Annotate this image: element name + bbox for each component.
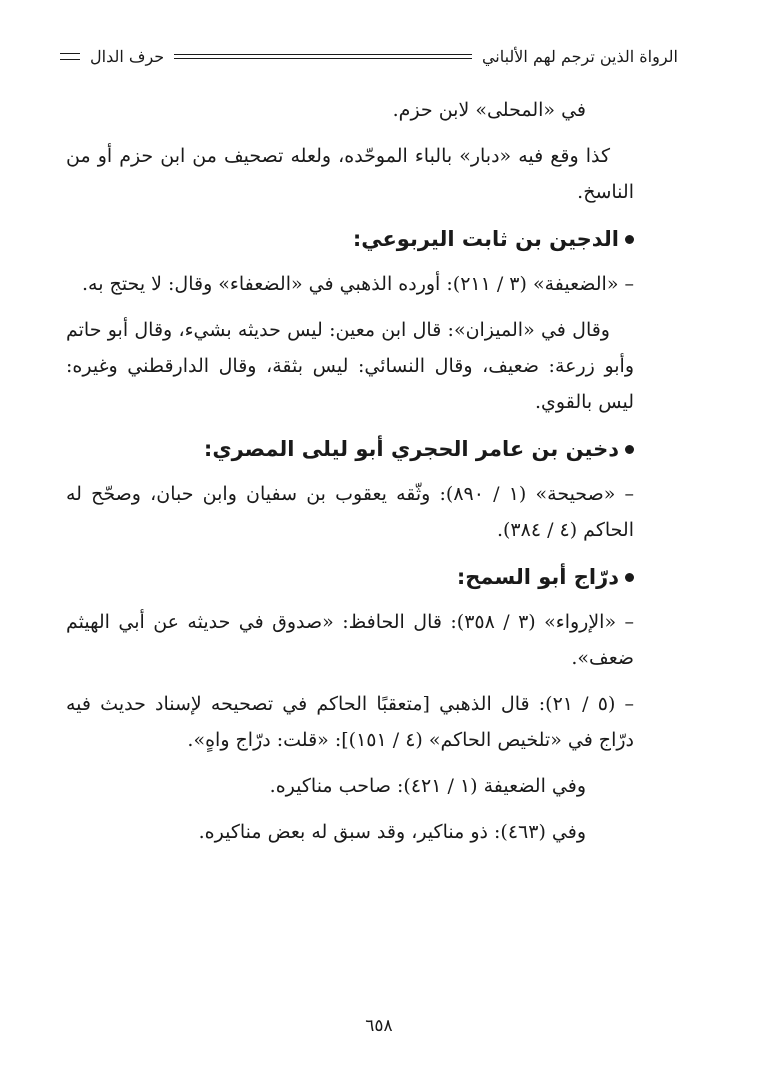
bullet-icon xyxy=(625,235,634,244)
header-rule xyxy=(174,54,472,59)
chapter-mark-icon xyxy=(60,53,80,60)
narrator-entry-heading xyxy=(66,430,634,468)
narrator-entry-heading xyxy=(66,220,634,258)
paragraph: – «الضعيفة» (٣ / ٢١١): أورده الذهبي في «الضعفاء» وقال: لا يحتج به. xyxy=(82,273,634,295)
paragraph: – «صحيحة» (١ / ٨٩٠): وثّقه يعقوب بن سفيان وابن حبان، وصحّح له الحاكم (٤ / ٣٨٤). xyxy=(66,483,635,541)
paragraph: وفي (٤٦٣): ذو مناكير، وقد سبق له بعض مناكيره. xyxy=(198,821,586,843)
page-number: ٦٥٨ xyxy=(365,1016,393,1036)
bullet-icon xyxy=(625,573,634,582)
narrator-entry-heading xyxy=(66,558,634,596)
paragraph: وفي الضعيفة (١ / ٤٢١): صاحب مناكيره. xyxy=(269,775,586,797)
paragraph: وقال في «الميزان»: قال ابن معين: ليس حديثه بشيء، وقال أبو حاتم وأبو زرعة: ضعيف، وقال النسائي: ليس بثقة، وقال الدارقطني وغيره: ليس بالقوي. xyxy=(66,319,634,413)
narrator-name: الدجين بن ثابت اليربوعي: xyxy=(352,227,619,251)
paragraph: – «الإرواء» (٣ / ٣٥٨): قال الحافظ: «صدوق في حديثه عن أبي الهيثم ضعف». xyxy=(66,611,634,669)
paragraph: كذا وقع فيه «دبار» بالباء الموحّده، ولعله تصحيف من ابن حزم أو من الناسخ. xyxy=(66,145,634,203)
running-header xyxy=(60,40,678,72)
narrator-name: درّاج أبو السمح: xyxy=(456,565,619,589)
paragraph: – (٥ / ٢١): قال الذهبي [متعقبًا الحاكم في تصحيحه لإسناد حديث فيه درّاج في «تلخيص الحاكم» (٤ / ١٥١)]: «قلت: درّاج واهٍ». xyxy=(66,693,635,751)
page-body xyxy=(66,92,634,860)
book-title: الرواة الذين ترجم لهم الألباني xyxy=(481,46,678,66)
bullet-icon xyxy=(625,445,634,454)
paragraph: في «المحلى» لابن حزم. xyxy=(392,99,586,121)
chapter-title: حرف الدال xyxy=(90,46,165,66)
narrator-name: دخين بن عامر الحجري أبو ليلى المصري: xyxy=(203,437,619,461)
